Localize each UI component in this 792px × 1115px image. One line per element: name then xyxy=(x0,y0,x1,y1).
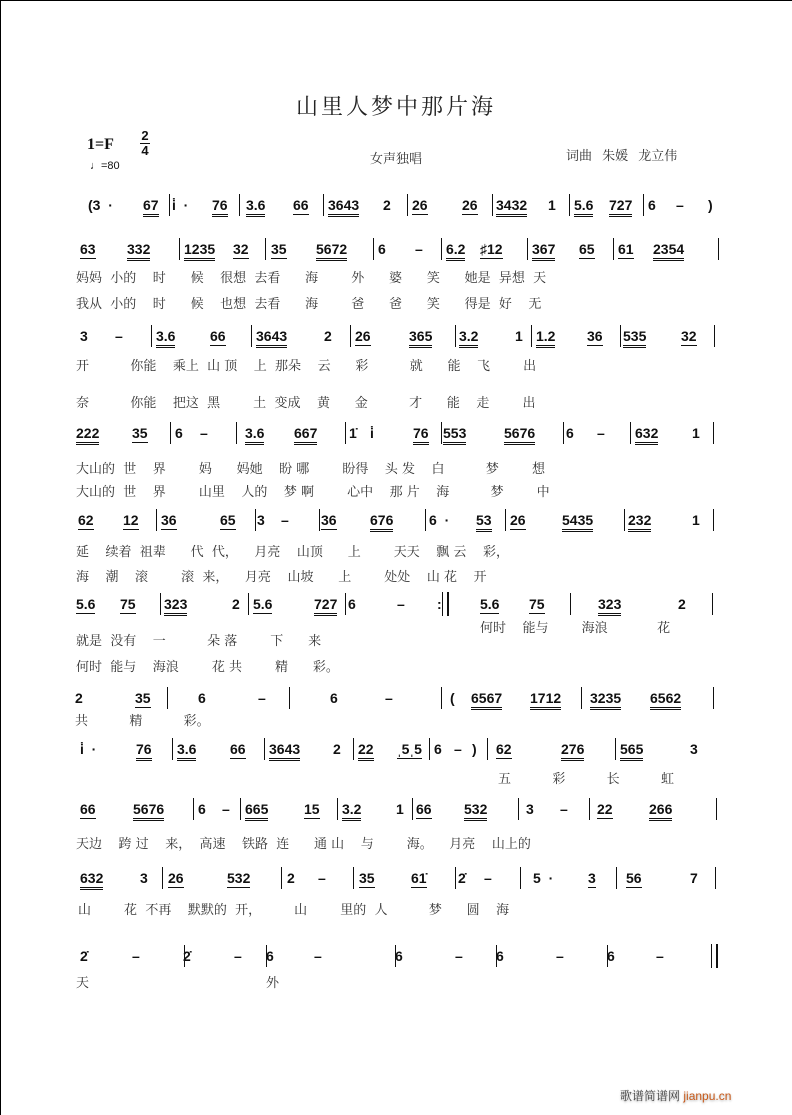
note-group: ( xyxy=(450,690,455,706)
note-group: 6 xyxy=(378,241,386,257)
barline xyxy=(624,509,625,531)
barline xyxy=(505,509,506,531)
note-group: 2 xyxy=(287,870,295,886)
note-group: 2354 xyxy=(653,241,684,261)
note-group: 632 xyxy=(635,425,658,445)
lyric-line: 山 花 不再 默默的 开， 山 里的 人 梦 圆 海 xyxy=(78,903,510,918)
barline xyxy=(527,238,528,260)
note-group: 3.6 xyxy=(156,328,175,348)
tempo-marking: ♩=80 xyxy=(90,160,120,172)
note-group: ♯12 xyxy=(480,241,503,257)
barline xyxy=(350,325,351,347)
lyric-line: 延 续着 祖辈 代 代， 月亮 山顶 上 天天 飘 云 彩， xyxy=(76,545,509,560)
note-group: 2 xyxy=(232,596,240,612)
note-group: 75 xyxy=(120,596,136,612)
barline xyxy=(455,325,456,347)
barline xyxy=(712,593,713,615)
note-group: 53 xyxy=(476,512,492,532)
note-group: 66 xyxy=(210,328,226,344)
barline xyxy=(240,798,241,820)
note-group: – xyxy=(115,328,123,344)
note-group: 62 xyxy=(78,512,94,528)
barline xyxy=(151,325,152,347)
barline xyxy=(620,325,621,347)
barline xyxy=(323,194,324,216)
note-group: 61̇ xyxy=(411,870,427,886)
note-group: 3 xyxy=(257,512,265,528)
note-group: 6562 xyxy=(650,690,681,710)
note-group: (3 · xyxy=(88,197,113,213)
time-sig-top: 2 xyxy=(141,128,149,143)
note-group: 36 xyxy=(587,328,603,344)
note-group: 727 xyxy=(609,197,632,217)
watermark xyxy=(620,1087,731,1104)
note-group: 65 xyxy=(579,241,595,257)
note-group: 26 xyxy=(412,197,428,213)
lyric-line: 我从 小的 时 候 也想 去看 海 爸 爸 笑 得是 好 无 xyxy=(76,297,542,312)
barline xyxy=(289,687,290,709)
note-group: 676 xyxy=(370,512,393,532)
barline xyxy=(429,738,430,760)
note-group: 5 · xyxy=(533,870,554,886)
note-group: : xyxy=(437,596,442,612)
note-group: 6567 xyxy=(471,690,502,710)
note-group: – xyxy=(318,870,326,886)
barline xyxy=(236,422,237,444)
note-group: 367 xyxy=(532,241,555,261)
barline xyxy=(713,509,714,531)
barline xyxy=(425,509,426,531)
barline xyxy=(172,738,173,760)
note-group: 3 xyxy=(140,870,148,886)
note-group: 75 xyxy=(529,596,545,612)
note-group: 1 xyxy=(692,425,700,441)
note-group: 3.6 xyxy=(177,741,196,761)
note-group: 532 xyxy=(464,801,487,821)
note-group: 3 xyxy=(588,870,596,886)
time-signature xyxy=(140,130,150,157)
note-group: 5676 xyxy=(504,425,535,445)
note-group: 2̇ xyxy=(458,870,466,886)
barline xyxy=(169,194,170,216)
barline xyxy=(615,738,616,760)
note-group: 3 xyxy=(690,741,698,757)
barline xyxy=(353,738,354,760)
barline xyxy=(716,798,717,820)
note-group: 15 xyxy=(304,801,320,817)
barline xyxy=(412,798,413,820)
note-group: 222 xyxy=(76,425,99,445)
note-group: i̇ · xyxy=(172,197,189,213)
barline xyxy=(265,238,266,260)
note-group: 62 xyxy=(496,741,512,757)
note-group: 66 xyxy=(416,801,432,817)
note-group: 66 xyxy=(293,197,309,213)
note-group: 76 xyxy=(212,197,228,217)
note-group: 6 xyxy=(198,690,206,706)
barline xyxy=(162,867,163,889)
frame-top-border xyxy=(0,0,792,1)
note-group: – xyxy=(484,870,492,886)
note-group: 5676 xyxy=(133,801,164,821)
note-group: 6 xyxy=(198,801,206,817)
note-group: – xyxy=(455,948,463,964)
barline xyxy=(713,422,714,444)
note-group: 2 xyxy=(333,741,341,757)
final-barline xyxy=(711,944,718,968)
note-group: 3432 xyxy=(496,197,527,217)
note-group: 66 xyxy=(80,801,96,817)
note-group: 35 xyxy=(135,690,151,706)
note-group: – xyxy=(200,425,208,441)
barline xyxy=(170,422,171,444)
note-group: ) xyxy=(708,197,713,213)
note-group: 36 xyxy=(161,512,177,528)
note-group: 35 xyxy=(271,241,287,257)
repeat-barline xyxy=(442,592,449,616)
note-group: 26 xyxy=(510,512,526,528)
note-group: 2 xyxy=(678,596,686,612)
note-group: – xyxy=(385,690,393,706)
barline xyxy=(319,509,320,531)
note-group: 22 xyxy=(597,801,613,817)
barline xyxy=(251,325,252,347)
lyric-line: 大山的 世 界 山里 人的 梦 啊 心中 那 片 海 梦 中 xyxy=(76,485,550,500)
note-group: 6 xyxy=(434,741,442,757)
barline xyxy=(281,867,282,889)
note-group: 553 xyxy=(443,425,466,445)
barline xyxy=(248,593,249,615)
note-group: 3.2 xyxy=(459,328,478,348)
note-group: 67 xyxy=(143,197,159,217)
note-group: ˌ5ˌ5 xyxy=(397,741,422,757)
note-group: 6 xyxy=(395,948,403,964)
note-group: 6 xyxy=(566,425,574,441)
note-group: 3643 xyxy=(256,328,287,348)
note-group: 6 xyxy=(348,596,356,612)
note-group: 32 xyxy=(233,241,249,257)
note-group: 1 xyxy=(396,801,404,817)
note-group: 5435 xyxy=(562,512,593,532)
barline xyxy=(520,867,521,889)
key-signature: 1=F xyxy=(87,136,114,153)
note-group: – xyxy=(597,425,605,441)
note-group: – xyxy=(454,741,462,757)
note-group: 5.6 xyxy=(480,596,500,612)
note-group: – xyxy=(314,948,322,964)
note-group: 35 xyxy=(359,870,375,886)
barline xyxy=(487,738,488,760)
note-group: 276 xyxy=(561,741,584,761)
note-group: – xyxy=(656,948,664,964)
note-group: 56 xyxy=(626,870,642,886)
barline xyxy=(345,422,346,444)
note-group: 76 xyxy=(136,741,152,761)
note-group: 3.6 xyxy=(245,425,264,445)
lyric-line: 五 彩 长 虹 xyxy=(498,772,674,787)
note-group: 2̇ xyxy=(183,948,191,964)
note-group: 3.6 xyxy=(246,197,265,217)
barline xyxy=(255,509,256,531)
note-group: 66 xyxy=(230,741,246,757)
note-group: 26 xyxy=(168,870,184,886)
note-group: 3 xyxy=(526,801,534,817)
barline xyxy=(581,687,582,709)
note-group: i̇ · xyxy=(80,741,97,757)
note-group: 667 xyxy=(294,425,317,445)
barline xyxy=(337,798,338,820)
note-group: 26 xyxy=(462,197,478,213)
lyric-line: 天边 跨 过 来， 高速 铁路 连 通 山 与 海。 月亮 山上的 xyxy=(76,837,531,852)
note-group: 5.6 xyxy=(76,596,96,612)
note-group: 5672 xyxy=(316,241,347,261)
note-group: 1̇ xyxy=(349,425,357,441)
note-group: – xyxy=(258,690,266,706)
note-group: 7 xyxy=(690,870,698,886)
barline xyxy=(589,798,590,820)
watermark-en: jianpu.cn xyxy=(683,1089,732,1103)
note-group: – xyxy=(397,596,405,612)
barline xyxy=(441,687,442,709)
note-group: 3.2 xyxy=(342,801,361,821)
barline xyxy=(264,738,265,760)
note-group: 1.2 xyxy=(536,328,555,348)
credits: 词曲 朱媛 龙立伟 xyxy=(566,149,678,164)
note-group: 323 xyxy=(164,596,187,616)
note-group: 5.6 xyxy=(574,197,593,217)
barline xyxy=(193,798,194,820)
frame-left-border xyxy=(0,0,1,1115)
note-group: 2 xyxy=(75,690,83,706)
note-group: 3643 xyxy=(269,741,300,761)
note-group: 6 xyxy=(607,948,615,964)
barline xyxy=(616,867,617,889)
note-group: 6 xyxy=(266,948,274,964)
note-group: 2̇ xyxy=(80,948,88,964)
barline xyxy=(718,238,719,260)
barline xyxy=(455,867,456,889)
note-group: – xyxy=(234,948,242,964)
time-sig-bottom: 4 xyxy=(141,143,149,158)
barline xyxy=(156,509,157,531)
note-group: – xyxy=(556,948,564,964)
lyric-line: 就是 没有 一 朵 落 下 来 xyxy=(76,634,322,649)
note-group: 26 xyxy=(355,328,371,344)
note-group: – xyxy=(222,801,230,817)
lyric-line: 奈 你能 把这 黑 土 变成 黄 金 才 能 走 出 xyxy=(76,396,536,411)
note-group: 65 xyxy=(220,512,236,528)
note-group: 532 xyxy=(227,870,251,886)
lyric-line: 开 你能 乘上 山 顶 上 那朵 云 彩 就 能 飞 出 xyxy=(76,359,537,374)
note-group: 3235 xyxy=(590,690,621,710)
note-group: 1235 xyxy=(184,241,215,261)
barline xyxy=(714,325,715,347)
lyric-line: 大山的 世 界 妈 妈她 盼 哪 盼得 头 发 白 梦 想 xyxy=(76,462,545,477)
note-group: 332 xyxy=(127,241,150,261)
barline xyxy=(373,238,374,260)
note-group: 12 xyxy=(123,512,139,528)
note-group: 36 xyxy=(321,512,337,528)
barline xyxy=(353,867,354,889)
barline xyxy=(613,238,614,260)
note-group: 2 xyxy=(324,328,332,344)
note-group: 35 xyxy=(132,425,148,441)
note-group: 6 · xyxy=(429,512,450,528)
note-group: 76 xyxy=(413,425,429,445)
note-group: – xyxy=(560,801,568,817)
note-group: 6 xyxy=(175,425,183,441)
note-group: 2 xyxy=(383,197,391,213)
note-group: 727 xyxy=(314,596,337,616)
note-group: 632 xyxy=(80,870,103,890)
barline xyxy=(715,867,716,889)
note-group: 3643 xyxy=(328,197,359,217)
lyric-line: 妈妈 小的 时 候 很想 去看 海 外 婆 笑 她是 异想 天 xyxy=(76,271,547,286)
note-group: i̇ xyxy=(370,425,374,441)
note-group: 3 xyxy=(80,328,88,344)
barline xyxy=(713,687,714,709)
performance-note: 女声独唱 xyxy=(370,152,423,167)
note-group: 32 xyxy=(681,328,697,344)
note-group: 61 xyxy=(618,241,634,257)
note-group: 63 xyxy=(80,241,96,257)
note-group: 6 xyxy=(648,197,656,213)
barline xyxy=(570,593,571,615)
note-group: 1712 xyxy=(530,690,561,710)
note-group: 535 xyxy=(623,328,646,348)
note-group: 22 xyxy=(358,741,374,761)
barline xyxy=(441,422,442,444)
barline xyxy=(518,798,519,820)
barline xyxy=(239,194,240,216)
note-group: – xyxy=(415,241,423,257)
note-group: 5.6 xyxy=(253,596,273,612)
lyric-line: 外 xyxy=(266,976,280,991)
barline xyxy=(407,194,408,216)
note-group: 1 xyxy=(548,197,556,213)
note-group: 232 xyxy=(628,512,651,532)
barline xyxy=(345,593,346,615)
note-group: – xyxy=(132,948,140,964)
lyric-line: 共 精 彩。 xyxy=(75,714,210,729)
barline xyxy=(179,238,180,260)
barline xyxy=(160,593,161,615)
note-group: – xyxy=(281,512,289,528)
song-title: 山里人梦中那片海 xyxy=(295,95,496,120)
note-group: 365 xyxy=(409,328,432,348)
barline xyxy=(563,422,564,444)
note-group: 266 xyxy=(649,801,672,821)
note-group: 1 xyxy=(692,512,700,528)
note-group: 1 xyxy=(515,328,523,344)
barline xyxy=(167,687,168,709)
note-group: – xyxy=(676,197,684,213)
note-group: 323 xyxy=(598,596,621,616)
note-group: 6.2 xyxy=(446,241,465,261)
lyric-line: 何时 能与 海浪 花 共 精 彩。 xyxy=(76,660,339,675)
note-group: 6 xyxy=(330,690,338,706)
note-group: ) xyxy=(472,741,477,757)
barline xyxy=(630,422,631,444)
note-group: 6 xyxy=(496,948,504,964)
note-group: 665 xyxy=(245,801,268,821)
barline xyxy=(441,238,442,260)
lyric-line: 天 xyxy=(76,976,90,991)
note-group: 565 xyxy=(620,741,643,761)
barline xyxy=(643,194,644,216)
barline xyxy=(492,194,493,216)
barline xyxy=(569,194,570,216)
watermark-cn: 歌谱简谱网 xyxy=(620,1089,681,1103)
barline xyxy=(531,325,532,347)
lyric-line: 何时 能与 海浪 花 xyxy=(480,621,671,636)
lyric-line: 海 潮 滚 滚 来， 月亮 山坡 上 处处 山 花 开 xyxy=(76,570,487,585)
